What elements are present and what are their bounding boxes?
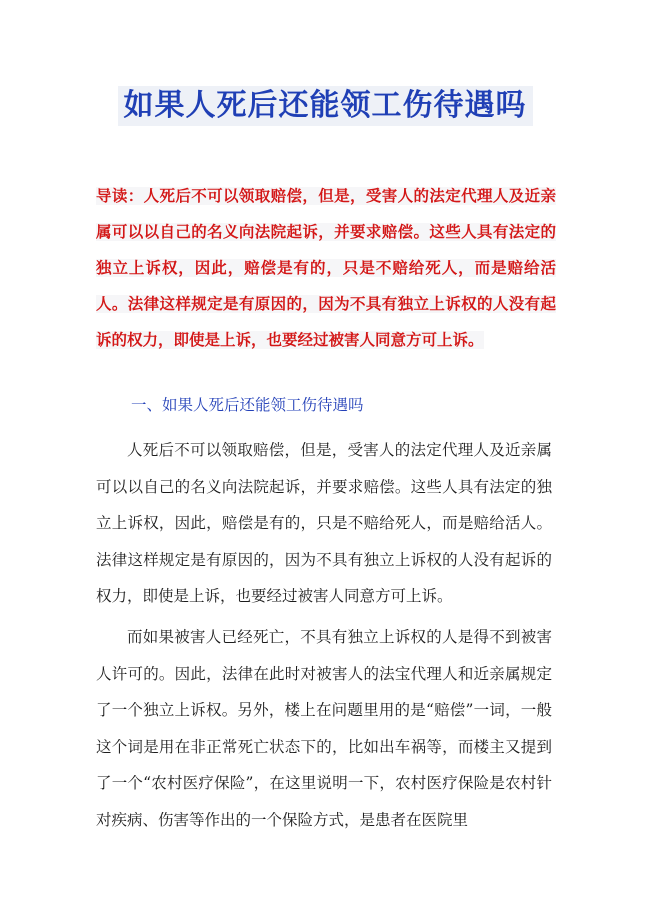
lead-summary [96,178,556,358]
lead-text: 导读：人死后不可以领取赔偿，但是，受害人的法定代理人及近亲属可以以自己的名义向法院起诉，并要求赔偿。这些人具有法定的独立上诉权，因此，赔偿是有的，只是不赔给死人，而是赔给活人。法律这样规定是有原因的，因为不具有独立上诉权的人没有起诉的权力，即使是上诉，也要经过被害人同意方可上诉。 [96,187,556,349]
section-heading: 一、如果人死后还能领工伤待遇吗 [131,396,364,414]
title-container [0,86,650,126]
document-title: 如果人死后还能领工伤待遇吗 [118,86,533,126]
body-paragraph-1: 人死后不可以领取赔偿，但是，受害人的法定代理人及近亲属可以以自己的名义向法院起诉，并要求赔偿。这些人具有法定的独立上诉权，因此，赔偿是有的，只是不赔给死人，而是赔给活人。法律这样规定是有原因的，因为不具有独立上诉权的人没有起诉的权力，即使是上诉，也要经过被害人同意方可上诉。 [96,441,552,605]
body-paragraph-2: 而如果被害人已经死亡，不具有独立上诉权的人是得不到被害人许可的。因此，法律在此时对被害人的法宝代理人和近亲属规定了一个独立上诉权。另外，楼上在问题里用的是“赔偿”一词，一般这个词是用在非正常死亡状态下的，比如出车祸等，而楼主又提到了一个“农村医疗保险”，在这里说明一下，农村医疗保险是农村针对疾病、伤害等作出的一个保险方式，是患者在医院里 [96,628,552,829]
